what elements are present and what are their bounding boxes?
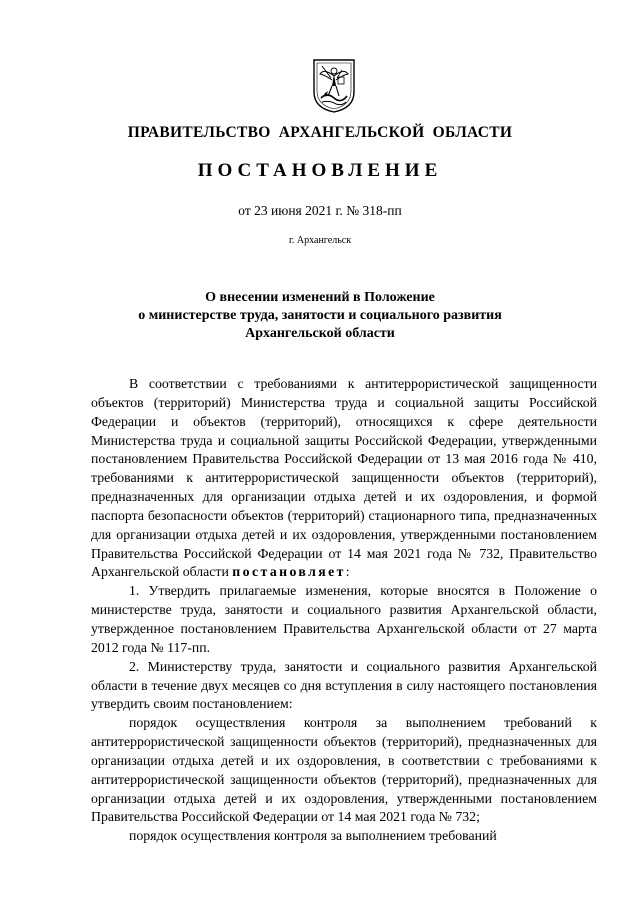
document-subject	[0, 289, 640, 343]
decree-colon: :	[345, 564, 350, 580]
government-title: ПРАВИТЕЛЬСТВО АРХАНГЕЛЬСКОЙ ОБЛАСТИ	[127, 124, 513, 141]
document-city: г. Архангельск	[288, 235, 352, 246]
item-2-subitem-1: порядок осуществления контроля за выполнением требований к антитеррористической защищенности объектов (территорий), предназначенных для организации отдыха детей и их оздоровления, в соответствии с требованиями к антитеррористической защищенности объектов (территорий), предназначенных для организации отдыха детей и их оздоровления, утвержденными постановлением Правительства Российской Федерации от 14 мая 2021 года № 732;	[91, 715, 597, 825]
document-type: ПОСТАНОВЛЕНИЕ	[197, 160, 443, 181]
item-1-paragraph: 1. Утвердить прилагаемые изменения, которые вносятся в Положение о министерстве труда, занятости и социального развития Архангельской области, утвержденное постановлением Правительства Архангельской области от 27 марта 2012 года № 117-пп.	[91, 583, 597, 655]
item-2-paragraph: 2. Министерству труда, занятости и социального развития Архангельской области в течение двух месяцев со дня вступления в силу настоящего постановления утвердить своим постановлением:	[91, 658, 597, 712]
item-2-subitem-2: порядок осуществления контроля за выполнением требований	[129, 828, 497, 844]
document-date-number: от 23 июня 2021 г. № 318-пп	[238, 203, 402, 218]
subject-line: Архангельской области	[245, 326, 395, 341]
decree-word: постановляет	[232, 564, 346, 580]
subject-line: о министерстве труда, занятости и социального развития	[138, 308, 502, 323]
coat-of-arms-icon	[312, 58, 356, 114]
preamble-text: В соответствии с требованиями к антитеррористической защищенности объектов (территорий) Министерства труда и социальной защиты Российской Федерации и объектов (территорий), относящихся к сфере деятельности Министерства труда и социальной защиты Российской Федерации, утвержденными постановлением Правительства Российской Федерации от 13 мая 2016 года № 410, требованиями к антитеррористической защищенности объектов (территорий), предназначенных для организации отдыха детей и их оздоровления, и формой паспорта безопасности объектов (территорий) стационарного типа, предназначенных для организации отдыха детей и их оздоровления, утвержденными постановлением Правительства Российской Федерации от 14 мая 2021 года № 732, Правительство Архангельской области	[91, 376, 597, 580]
preamble-paragraph	[91, 375, 597, 582]
subject-line: О внесении изменений в Положение	[205, 290, 435, 305]
document-body	[91, 375, 597, 846]
